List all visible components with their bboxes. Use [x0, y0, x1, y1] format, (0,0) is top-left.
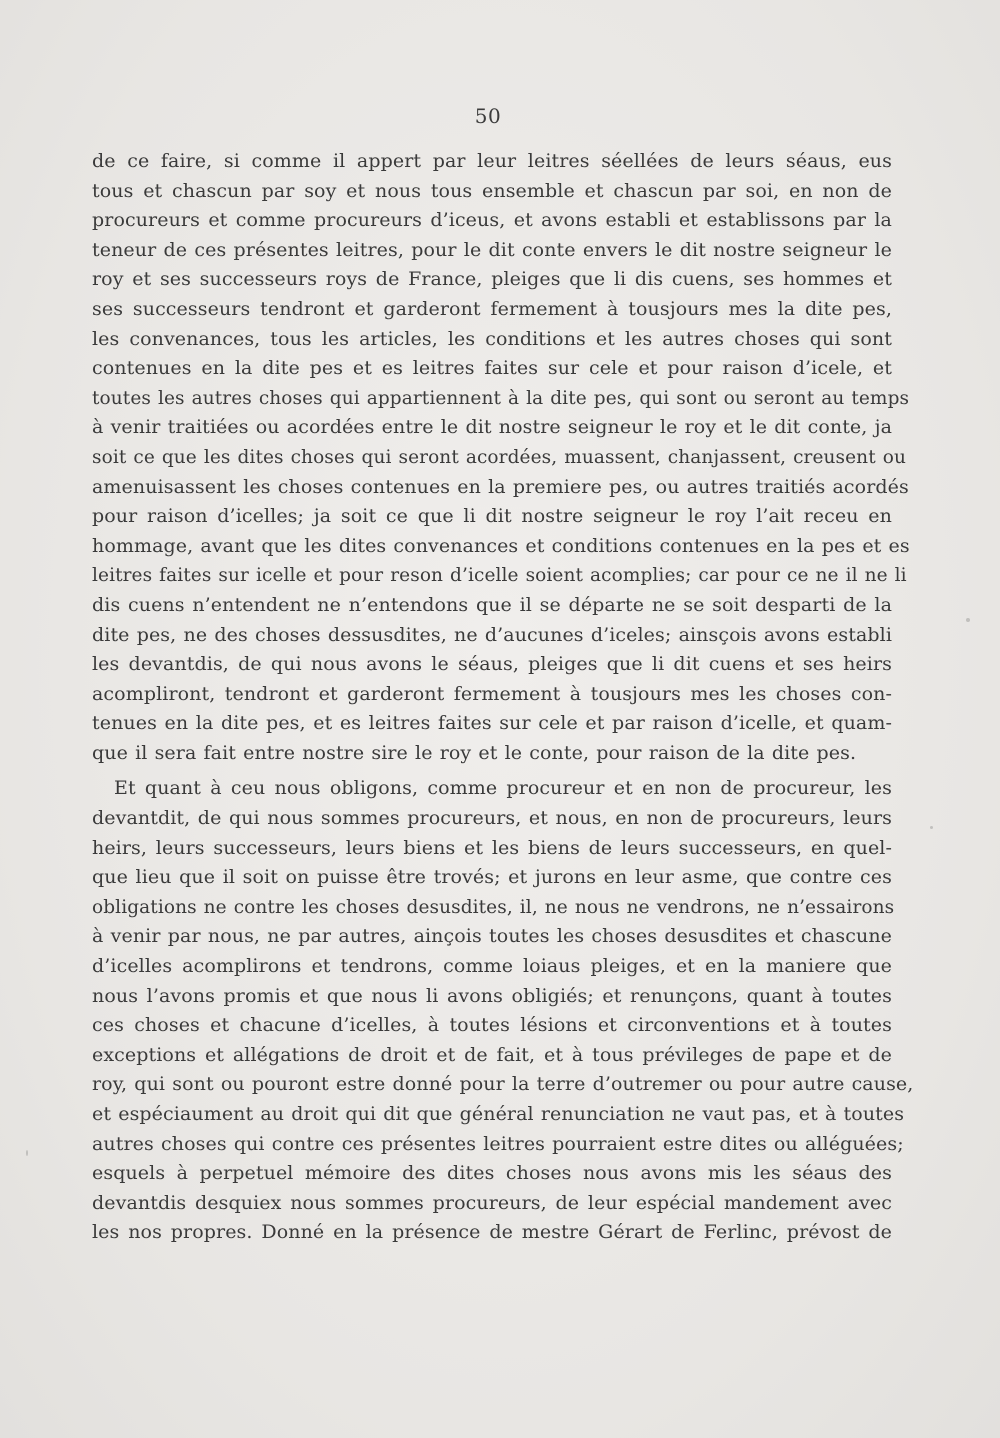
text-line: dis cuens n’entendent ne n’entendons que il se départe ne se soit desparti de la — [92, 593, 892, 616]
text-line: hommage, avant que les dites convenances et conditions contenues en la pes et es — [92, 534, 910, 557]
text-line: amenuisassent les choses contenues en la premiere pes, ou autres traitiés acordés — [92, 475, 909, 498]
text-line: et espéciaument au droit qui dit que général renunciation ne vaut pas, et à toutes — [92, 1103, 905, 1125]
text-line: ses successeurs tendront et garderont fermement à tousjours mes la dite pes, — [92, 297, 892, 320]
text-line: teneur de ces présentes leitres, pour le dit conte envers le dit nostre seigneur le — [92, 238, 892, 261]
paragraph-2 — [92, 774, 914, 1248]
text-line: obligations ne contre les choses desusdites, il, ne nous ne vendrons, ne n’essairons — [92, 896, 895, 918]
text-line: ces choses et chacune d’icelles, à toutes lésions et circonventions et à toutes — [92, 1014, 892, 1037]
text-line: exceptions et allégations de droit et de fait, et à tous prévileges de pape et de — [92, 1043, 892, 1066]
text-line: procureurs et comme procureurs d’iceus, et avons establi et establissons par la — [92, 209, 892, 232]
paper-speck — [966, 618, 970, 622]
text-line: que lieu que il soit on puisse être trovés; et jurons en leur asme, que contre ces — [92, 866, 892, 889]
text-line: contenues en la dite pes et es leitres faites sur cele et pour raison d’icele, et — [92, 357, 892, 380]
page-number: 50 — [474, 104, 502, 128]
text-line: autres choses qui contre ces présentes leitres pourraient estre dites ou alléguées; — [92, 1132, 904, 1155]
text-line: soit ce que les dites choses qui seront acordées, muassent, chanjassent, creusent ou — [92, 446, 906, 468]
text-line: les nos propres. Donné en la présence de mestre Gérart de Ferlinc, prévost de — [92, 1221, 892, 1244]
text-line: tous et chascun par soy et nous tous ensemble et chascun par soi, en non de — [92, 179, 892, 202]
text-line: tenues en la dite pes, et es leitres faites sur cele et par raison d’icelle, et quam- — [92, 712, 892, 735]
text-line: que il sera fait entre nostre sire le roy et le conte, pour raison de la dite pes. — [92, 741, 857, 764]
text-line: acompliront, tendront et garderont fermement à tousjours mes les choses con- — [92, 682, 892, 705]
paper-speck — [930, 826, 933, 829]
text-line: à venir par nous, ne par autres, ainçois toutes les choses desusdites et chascune — [92, 925, 892, 948]
text-line: Et quant à ceu nous obligons, comme procureur et en non de procureur, les — [114, 777, 892, 800]
paper-speck — [26, 1150, 28, 1156]
body-text — [92, 147, 914, 1248]
text-line: roy et ses successeurs roys de France, pleiges que li dis cuens, ses hommes et — [92, 268, 892, 291]
text-line: heirs, leurs successeurs, leurs biens et les biens de leurs successeurs, en quel- — [92, 836, 892, 859]
text-line: dite pes, ne des choses dessusdites, ne d’aucunes d’iceles; ainsçois avons establi — [92, 623, 892, 646]
text-line: devantdis desquiex nous sommes procureurs, de leur espécial mandement avec — [92, 1191, 892, 1214]
text-line: pour raison d’icelles; ja soit ce que li dit nostre seigneur le roy l’ait receu en — [92, 505, 892, 528]
text-line: nous l’avons promis et que nous li avons obligiés; et renunçons, quant à toutes — [92, 984, 892, 1007]
text-line: les devantdis, de qui nous avons le séaus, pleiges que li dit cuens et ses heirs — [92, 653, 892, 676]
text-line: leitres faites sur icelle et pour reson d’icelle soient acomplies; car pour ce ne il ne li — [92, 565, 907, 587]
text-line: toutes les autres choses qui appartiennent à la dite pes, qui sont ou seront au temps — [92, 387, 910, 409]
text-line: de ce faire, si comme il appert par leur leitres séellées de leurs séaus, eus — [92, 150, 892, 172]
text-line: esquels à perpetuel mémoire des dites choses nous avons mis les séaus des — [92, 1162, 892, 1185]
text-line: d’icelles acomplirons et tendrons, comme loiaus pleiges, et en la maniere que — [92, 955, 892, 978]
text-line: roy, qui sont ou pouront estre donné pour la terre d’outremer ou pour autre cause, — [92, 1073, 914, 1096]
text-line: les convenances, tous les articles, les conditions et les autres choses qui sont — [92, 327, 892, 350]
text-line: à venir traitiées ou acordées entre le dit nostre seigneur le roy et le dit conte, ja — [92, 416, 892, 439]
text-line: devantdit, de qui nous sommes procureurs, et nous, en non de procureurs, leurs — [92, 807, 892, 830]
paragraph-1 — [92, 147, 910, 768]
